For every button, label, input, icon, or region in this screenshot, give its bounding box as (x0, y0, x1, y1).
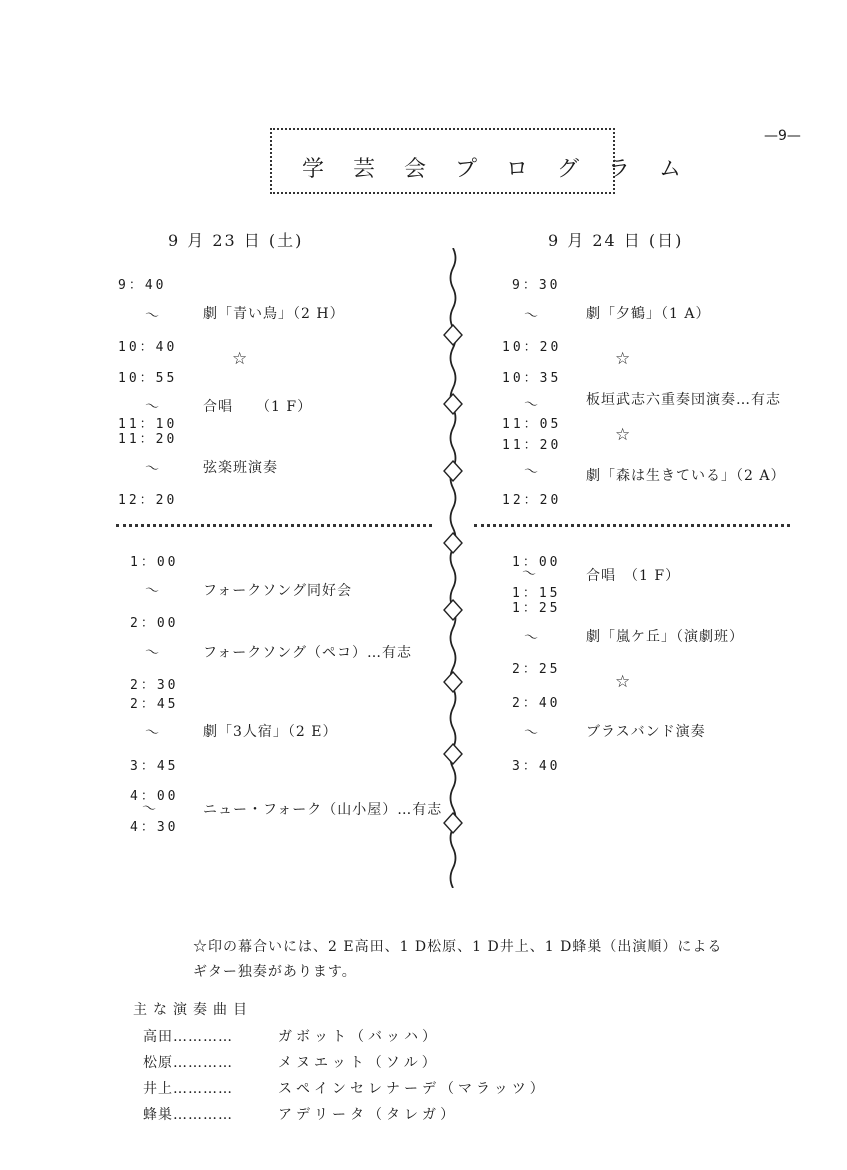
piece-title: メヌエット（ソル） (278, 1055, 440, 1071)
d1-time: 11：10 (118, 417, 178, 432)
d1-pm-time: 2：30 (130, 678, 179, 693)
d1-time: 10：40 (118, 340, 178, 355)
d2-time: 10：20 (502, 340, 562, 355)
d2-pm-event: 劇「嵐ケ丘」（演劇班） (586, 629, 744, 645)
repertoire-item (143, 1026, 440, 1046)
d1-pm-tilde: 〜 (143, 581, 161, 601)
d2-time: 11：05 (502, 417, 562, 432)
star-icon: ☆ (615, 672, 631, 692)
d2-pm-event: 合唱 （1 F） (586, 568, 681, 584)
d2-pm-event: ブラスバンド演奏 (586, 724, 706, 740)
repertoire-item (143, 1052, 440, 1072)
day1-heading: 9 月 23 日 (土) (168, 231, 304, 250)
d2-time: 11：20 (502, 438, 562, 453)
d2-time-start: 9：30 (512, 278, 561, 293)
d2-time: 10：35 (502, 371, 562, 386)
d2-pm-time: 3：40 (512, 759, 561, 774)
d2-event: 板垣武志六重奏団演奏…有志 (586, 392, 781, 408)
d2-pm-tilde: 〜 (522, 723, 540, 743)
d2-tilde: 〜 (522, 395, 540, 415)
d1-pm-time: 4：30 (130, 820, 179, 835)
d1-time-start: 9：40 (118, 278, 167, 293)
piece-title: アデリータ（タレガ） (278, 1107, 459, 1123)
d1-pm-time: 2：00 (130, 616, 179, 631)
d1-pm-event: 劇「3人宿」（2 E） (203, 724, 338, 740)
d2-pm-time: 1：25 (512, 601, 561, 616)
d2-time-end: 12：20 (502, 493, 562, 508)
d1-time: 11：20 (118, 432, 178, 447)
d1-pm-time: 4：00 (130, 789, 179, 804)
d1-pm-tilde: 〜 (140, 799, 158, 819)
star-icon: ☆ (615, 425, 631, 445)
d1-pm-tilde: 〜 (143, 643, 161, 663)
d1-pm-event: フォークソング同好会 (203, 583, 353, 599)
center-divider (440, 248, 470, 888)
d1-event: 合唱 （1 F） (203, 399, 313, 415)
d1-tilde: 〜 (143, 397, 161, 417)
page-number: —9— (764, 128, 801, 144)
d2-tilde: 〜 (522, 306, 540, 326)
repertoire-title: 主な演奏曲目 (133, 1002, 253, 1018)
d1-tilde: 〜 (143, 459, 161, 479)
d2-pm-time: 2：40 (512, 696, 561, 711)
performer-name: 井上………… (143, 1081, 233, 1097)
piece-title: スペインセレナーデ（マラッツ） (278, 1081, 548, 1097)
d1-pm-event: ニュー・フォーク（山小屋）…有志 (203, 802, 443, 818)
performer-name: 蜂巣………… (143, 1107, 233, 1123)
d1-pm-time: 2：45 (130, 697, 179, 712)
d1-tilde: 〜 (143, 306, 161, 326)
d2-pm-tilde: 〜 (522, 628, 540, 648)
star-icon: ☆ (615, 349, 631, 369)
repertoire-item (143, 1078, 548, 1098)
d1-time: 10：55 (118, 371, 178, 386)
d2-pm-time: 2：25 (512, 662, 561, 677)
left-separator (116, 524, 432, 527)
note-line: ギター独奏があります。 (193, 964, 357, 980)
star-icon: ☆ (232, 349, 248, 369)
d2-event: 劇「森は生きている」（2 A） (586, 468, 786, 484)
right-separator (474, 524, 790, 527)
divider-diamonds (444, 325, 462, 833)
page-title: 学 芸 会 プ ロ グ ラ ム (302, 157, 692, 182)
d2-event: 劇「夕鶴」（1 A） (586, 306, 711, 322)
note-line: ☆印の幕合いには、2 E高田、1 D松原、1 D井上、1 D蜂巣（出演順）による (193, 939, 723, 955)
d1-event: 弦楽班演奏 (203, 460, 278, 476)
d1-event: 劇「青い鳥」（2 H） (203, 306, 345, 322)
day2-heading: 9 月 24 日 (日) (548, 231, 684, 250)
d1-pm-event: フォークソング（ペコ）…有志 (203, 645, 413, 661)
d1-pm-tilde: 〜 (143, 723, 161, 743)
d1-pm-time: 1：00 (130, 555, 179, 570)
d2-pm-tilde: 〜 (520, 564, 538, 584)
d2-pm-time: 1：15 (512, 586, 561, 601)
d1-time-end: 12：20 (118, 493, 178, 508)
d1-pm-time: 3：45 (130, 759, 179, 774)
performer-name: 高田………… (143, 1029, 233, 1045)
piece-title: ガボット（バッハ） (278, 1029, 440, 1045)
d2-tilde: 〜 (522, 462, 540, 482)
performer-name: 松原………… (143, 1055, 233, 1071)
repertoire-item (143, 1104, 458, 1124)
d2-pm-time: 1：00 (512, 555, 561, 570)
